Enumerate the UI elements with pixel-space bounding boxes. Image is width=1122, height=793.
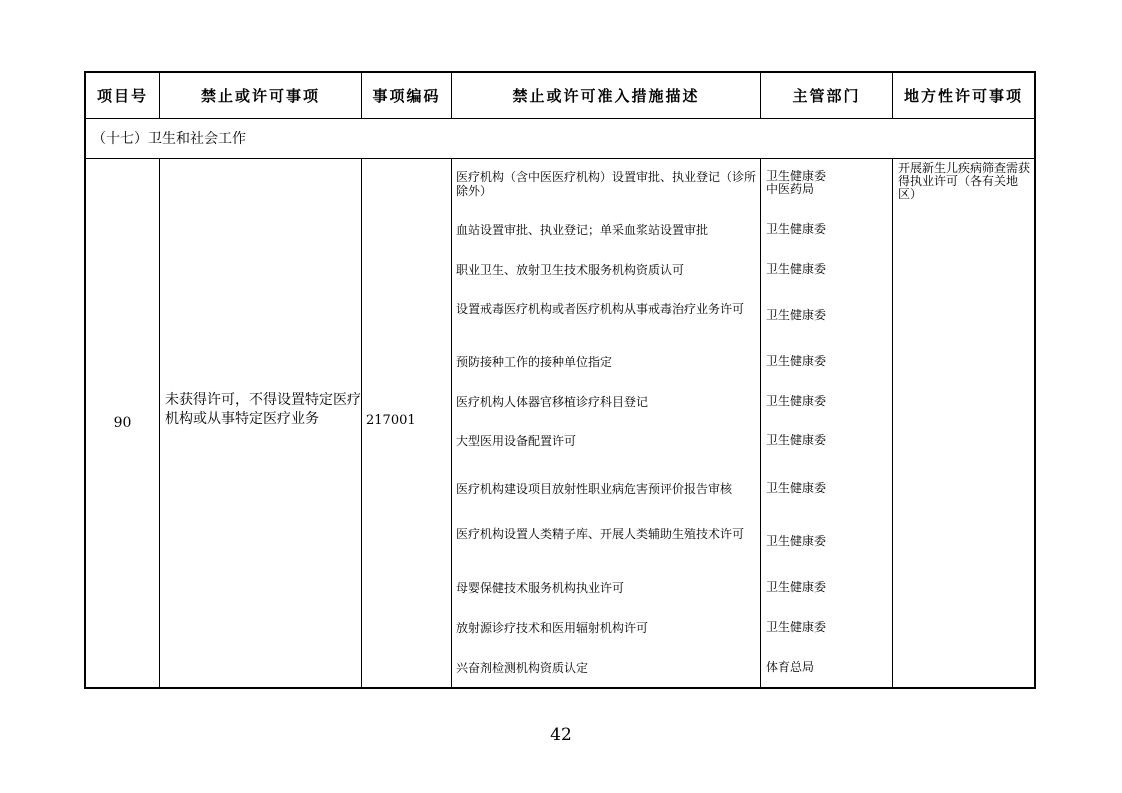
measure-desc: 医疗机构人体器官移植诊疗科目登记: [456, 395, 649, 409]
measure-desc: 血站设置审批、执业登记；单采血浆站设置审批: [456, 223, 709, 237]
measure-dept: 卫生健康委: [766, 222, 827, 236]
header-item: 禁止或许可事项: [200, 87, 320, 105]
project-number: 90: [113, 414, 132, 431]
measure-desc: 预防接种工作的接种单位指定: [456, 355, 613, 369]
section-title: （十七）卫生和社会工作: [92, 131, 246, 147]
local-permit-text: 开展新生儿疾病筛查需获得执业许可（各有关地区）: [898, 161, 1031, 201]
header-department: 主管部门: [792, 87, 861, 105]
measure-desc: 职业卫生、放射卫生技术服务机构资质认可: [456, 263, 685, 277]
measure-dept: 卫生健康委: [766, 433, 827, 447]
item-code: 217001: [366, 413, 416, 428]
measure-desc: 医疗机构建设项目放射性职业病危害预评价报告审核: [456, 482, 733, 496]
measure-dept: 卫生健康委: [766, 580, 827, 594]
measure-dept: 卫生健康委: [766, 354, 827, 368]
col-divider: [159, 158, 160, 687]
measure-desc: 医疗机构设置人类精子库、开展人类辅助生殖技术许可: [456, 527, 745, 541]
permit-table: [84, 71, 1036, 689]
measure-dept: 卫生健康委: [766, 262, 827, 276]
measure-dept: 卫生健康委 中医药局: [766, 169, 827, 196]
measure-dept: 卫生健康委: [766, 534, 827, 548]
header-local-permit: 地方性许可事项: [903, 87, 1023, 105]
measure-dept: 体育总局: [766, 660, 815, 674]
measure-dept: 卫生健康委: [766, 308, 827, 322]
measure-dept: 卫生健康委: [766, 481, 827, 495]
header-measure-desc: 禁止或许可准入措施描述: [512, 87, 700, 105]
measure-desc: 母婴保健技术服务机构执业许可: [456, 581, 625, 595]
col-divider: [451, 158, 452, 687]
measure-desc: 放射源诊疗技术和医用辐射机构许可: [456, 621, 649, 635]
item-text: 未获得许可，不得设置特定医疗机构或从事特定医疗业务: [165, 392, 361, 427]
measure-dept: 卫生健康委: [766, 620, 827, 634]
measure-desc: 设置戒毒医疗机构或者医疗机构从事戒毒治疗业务许可: [456, 302, 745, 316]
measure-desc: 医疗机构（含中医医疗机构）设置审批、执业登记（诊所除外）: [456, 170, 757, 198]
measure-dept: 卫生健康委: [766, 394, 827, 408]
col-divider: [892, 158, 893, 687]
col-divider: [760, 158, 761, 687]
header-code: 事项编码: [372, 87, 441, 105]
measure-desc: 兴奋剂检测机构资质认定: [456, 661, 589, 675]
header-project-no: 项目号: [96, 87, 148, 105]
col-divider: [361, 158, 362, 687]
page-number: 42: [550, 725, 572, 745]
measure-desc: 大型医用设备配置许可: [456, 434, 577, 448]
